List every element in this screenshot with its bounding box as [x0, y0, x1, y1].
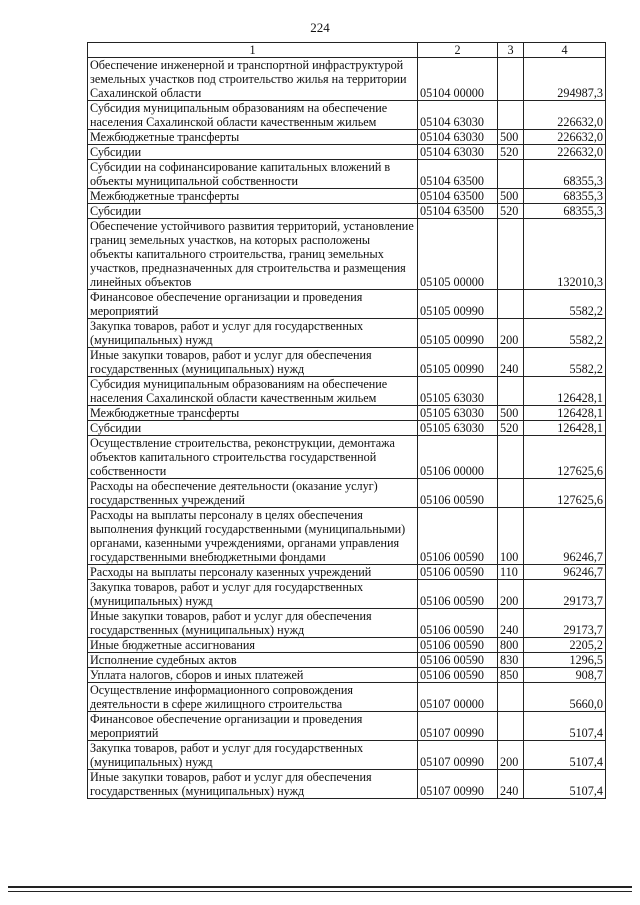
row-amount: 2205,2	[524, 638, 606, 653]
row-amount: 226632,0	[524, 130, 606, 145]
table-row	[88, 101, 606, 130]
row-name: Межбюджетные трансферты	[88, 189, 418, 204]
table-row	[88, 406, 606, 421]
row-name: Субсидии	[88, 421, 418, 436]
table-header-row	[88, 43, 606, 58]
row-expense-type: 800	[498, 638, 524, 653]
row-expense-type	[498, 58, 524, 101]
row-code: 05105 63030	[418, 406, 498, 421]
table-row	[88, 160, 606, 189]
row-amount: 126428,1	[524, 406, 606, 421]
row-code: 05106 00590	[418, 580, 498, 609]
row-code: 05105 00990	[418, 319, 498, 348]
row-expense-type: 200	[498, 741, 524, 770]
row-code: 05104 63030	[418, 101, 498, 130]
row-expense-type	[498, 479, 524, 508]
row-code: 05106 00000	[418, 436, 498, 479]
row-amount: 5107,4	[524, 770, 606, 799]
table-row	[88, 653, 606, 668]
row-name: Иные закупки товаров, работ и услуг для обеспечения государственных (муниципальных) нужд	[88, 609, 418, 638]
row-name: Субсидии на софинансирование капитальных вложений в объекты муниципальной собственности	[88, 160, 418, 189]
row-amount: 226632,0	[524, 101, 606, 130]
table-row	[88, 712, 606, 741]
header-col-4: 4	[524, 43, 606, 58]
row-expense-type: 240	[498, 609, 524, 638]
row-name: Осуществление информационного сопровождения деятельности в сфере жилищного строительства	[88, 683, 418, 712]
table-row	[88, 508, 606, 565]
row-code: 05106 00590	[418, 479, 498, 508]
row-amount: 294987,3	[524, 58, 606, 101]
row-expense-type: 200	[498, 580, 524, 609]
header-col-1: 1	[88, 43, 418, 58]
row-expense-type: 830	[498, 653, 524, 668]
row-expense-type	[498, 377, 524, 406]
row-code: 05106 00590	[418, 609, 498, 638]
budget-table	[87, 42, 606, 799]
row-expense-type: 520	[498, 421, 524, 436]
row-code: 05106 00590	[418, 638, 498, 653]
row-name: Иные закупки товаров, работ и услуг для обеспечения государственных (муниципальных) нужд	[88, 770, 418, 799]
row-expense-type	[498, 101, 524, 130]
row-code: 05105 00990	[418, 290, 498, 319]
row-amount: 127625,6	[524, 436, 606, 479]
row-name: Обеспечение устойчивого развития территорий, установление границ земельных участков, на которых расположены объекты капитального строительства, границ земельных участков, предназначенных для строительства и размещения линейных объектов	[88, 219, 418, 290]
row-name: Субсидия муниципальным образованиям на обеспечение населения Сахалинской области качественным жильем	[88, 101, 418, 130]
row-expense-type: 110	[498, 565, 524, 580]
header-col-2: 2	[418, 43, 498, 58]
page-number: 224	[310, 20, 330, 35]
row-expense-type: 100	[498, 508, 524, 565]
table-row	[88, 565, 606, 580]
row-expense-type: 240	[498, 348, 524, 377]
table-row	[88, 189, 606, 204]
row-amount: 226632,0	[524, 145, 606, 160]
row-expense-type: 520	[498, 145, 524, 160]
row-amount: 127625,6	[524, 479, 606, 508]
table-row	[88, 204, 606, 219]
row-amount: 132010,3	[524, 219, 606, 290]
row-name: Субсидии	[88, 145, 418, 160]
row-name: Исполнение судебных актов	[88, 653, 418, 668]
row-name: Расходы на выплаты персоналу казенных учреждений	[88, 565, 418, 580]
table-row	[88, 770, 606, 799]
row-expense-type	[498, 160, 524, 189]
row-amount: 5660,0	[524, 683, 606, 712]
row-expense-type	[498, 712, 524, 741]
table-row	[88, 436, 606, 479]
row-expense-type	[498, 219, 524, 290]
row-amount: 5582,2	[524, 348, 606, 377]
row-amount: 29173,7	[524, 609, 606, 638]
row-expense-type: 500	[498, 406, 524, 421]
bottom-rule-secondary	[8, 891, 632, 892]
table-row	[88, 580, 606, 609]
table-row	[88, 219, 606, 290]
row-name: Расходы на обеспечение деятельности (оказание услуг) государственных учреждений	[88, 479, 418, 508]
row-name: Субсидии	[88, 204, 418, 219]
row-expense-type: 520	[498, 204, 524, 219]
row-name: Закупка товаров, работ и услуг для государственных (муниципальных) нужд	[88, 319, 418, 348]
row-code: 05107 00000	[418, 683, 498, 712]
row-expense-type	[498, 683, 524, 712]
row-amount: 68355,3	[524, 204, 606, 219]
row-expense-type: 850	[498, 668, 524, 683]
row-name: Финансовое обеспечение организации и проведения мероприятий	[88, 290, 418, 319]
row-code: 05106 00590	[418, 565, 498, 580]
row-code: 05104 63500	[418, 189, 498, 204]
row-name: Межбюджетные трансферты	[88, 406, 418, 421]
table-row	[88, 290, 606, 319]
header-col-3: 3	[498, 43, 524, 58]
row-amount: 68355,3	[524, 160, 606, 189]
row-expense-type: 200	[498, 319, 524, 348]
row-code: 05104 63030	[418, 145, 498, 160]
row-amount: 96246,7	[524, 508, 606, 565]
table-row	[88, 609, 606, 638]
table-row	[88, 421, 606, 436]
row-name: Осуществление строительства, реконструкции, демонтажа объектов капитального строительства государственной собственности	[88, 436, 418, 479]
row-code: 05104 63030	[418, 130, 498, 145]
row-amount: 5582,2	[524, 319, 606, 348]
row-code: 05105 63030	[418, 377, 498, 406]
row-amount: 126428,1	[524, 377, 606, 406]
row-name: Закупка товаров, работ и услуг для государственных (муниципальных) нужд	[88, 580, 418, 609]
row-amount: 5582,2	[524, 290, 606, 319]
row-name: Уплата налогов, сборов и иных платежей	[88, 668, 418, 683]
row-amount: 5107,4	[524, 741, 606, 770]
table-row	[88, 348, 606, 377]
row-name: Закупка товаров, работ и услуг для государственных (муниципальных) нужд	[88, 741, 418, 770]
table-row	[88, 479, 606, 508]
row-name: Расходы на выплаты персоналу в целях обеспечения выполнения функций государственными (муниципальными) органами, казенными учреждениями, органами управления государственными внебюджетными фондами	[88, 508, 418, 565]
row-amount: 29173,7	[524, 580, 606, 609]
row-amount: 68355,3	[524, 189, 606, 204]
row-code: 05105 00990	[418, 348, 498, 377]
row-code: 05105 63030	[418, 421, 498, 436]
table-row	[88, 145, 606, 160]
row-code: 05106 00590	[418, 508, 498, 565]
table-row	[88, 668, 606, 683]
row-name: Субсидия муниципальным образованиям на обеспечение населения Сахалинской области качественным жильем	[88, 377, 418, 406]
row-code: 05107 00990	[418, 770, 498, 799]
row-amount: 5107,4	[524, 712, 606, 741]
row-name: Финансовое обеспечение организации и проведения мероприятий	[88, 712, 418, 741]
row-code: 05104 00000	[418, 58, 498, 101]
bottom-rule	[8, 886, 632, 888]
row-expense-type: 500	[498, 130, 524, 145]
table-row	[88, 741, 606, 770]
row-amount: 126428,1	[524, 421, 606, 436]
row-code: 05106 00590	[418, 668, 498, 683]
row-amount: 908,7	[524, 668, 606, 683]
row-amount: 1296,5	[524, 653, 606, 668]
row-code: 05107 00990	[418, 741, 498, 770]
row-amount: 96246,7	[524, 565, 606, 580]
row-code: 05105 00000	[418, 219, 498, 290]
table-row	[88, 319, 606, 348]
row-code: 05104 63500	[418, 160, 498, 189]
row-expense-type	[498, 290, 524, 319]
row-code: 05106 00590	[418, 653, 498, 668]
row-name: Иные закупки товаров, работ и услуг для обеспечения государственных (муниципальных) нужд	[88, 348, 418, 377]
table-row	[88, 58, 606, 101]
table-row	[88, 130, 606, 145]
row-code: 05104 63500	[418, 204, 498, 219]
table-row	[88, 683, 606, 712]
row-expense-type	[498, 436, 524, 479]
row-code: 05107 00990	[418, 712, 498, 741]
row-expense-type: 240	[498, 770, 524, 799]
row-name: Обеспечение инженерной и транспортной инфраструктурой земельных участков под строительство жилья на территории Сахалинской области	[88, 58, 418, 101]
row-expense-type: 500	[498, 189, 524, 204]
row-name: Иные бюджетные ассигнования	[88, 638, 418, 653]
table-row	[88, 377, 606, 406]
row-name: Межбюджетные трансферты	[88, 130, 418, 145]
table-row	[88, 638, 606, 653]
